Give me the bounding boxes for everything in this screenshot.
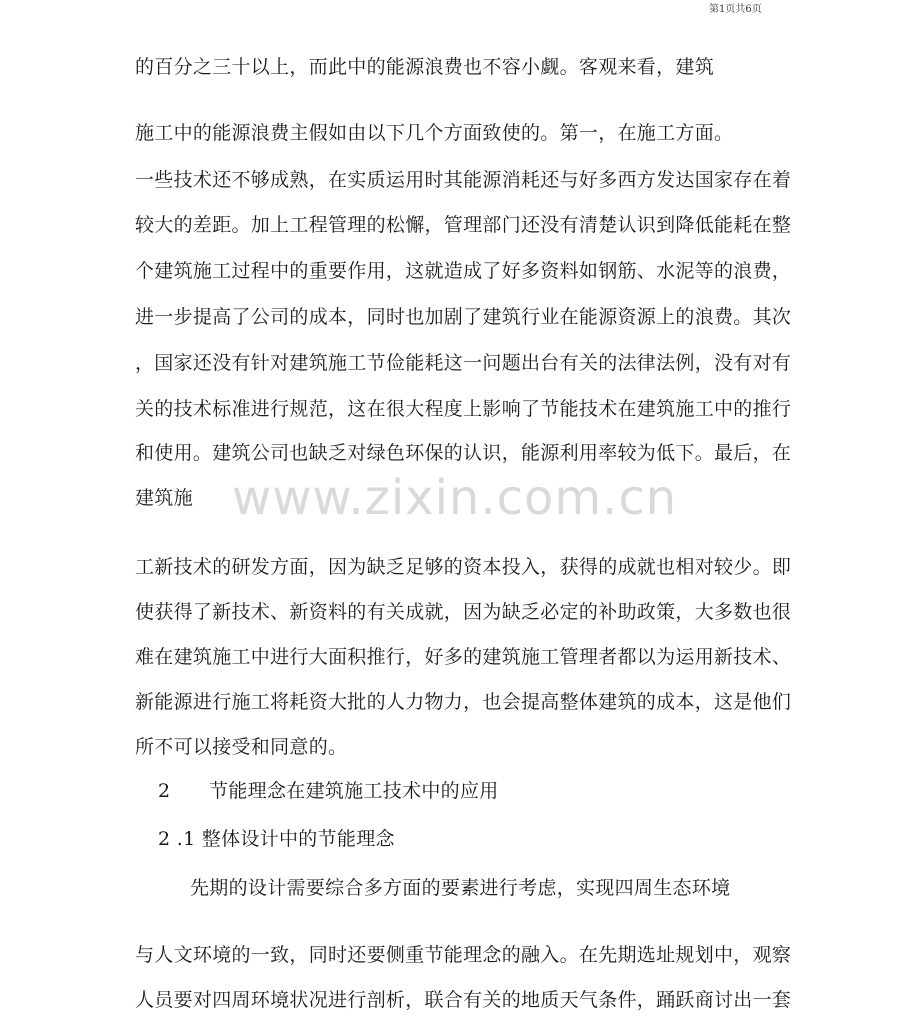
body-line: 新能源进行施工将耗资大批的人力物力，也会提高整体建筑的成本，这是他们	[135, 691, 792, 713]
body-line: 使获得了新技术、新资料的有关成就，因为缺乏必定的补助政策，大多数也很	[135, 601, 792, 623]
section-heading	[158, 779, 499, 803]
body-line: 与人文环境的一致，同时还要侧重节能理念的融入。在先期选址规划中，观察	[135, 944, 792, 966]
section-number: 2	[158, 780, 171, 802]
body-line: 较大的差距。加上工程管理的松懈，管理部门还没有清楚认识到降低能耗在整	[135, 214, 792, 236]
body-line: 和使用。建筑公司也缺乏对绿色环保的认识，能源利用率较为低下。最后，在	[135, 442, 792, 464]
page-indicator: 第1页共6页	[709, 4, 762, 15]
body-line: 难在建筑施工中进行大面积推行，好多的建筑施工管理者都以为运用新技术、	[135, 646, 792, 668]
body-line: 进一步提高了公司的成本，同时也加剧了建筑行业在能源资源上的浪费。其次	[135, 306, 792, 328]
body-line: 工新技术的研发方面，因为缺乏足够的资本投入，获得的成就也相对较少。即	[135, 556, 792, 578]
body-line: 个建筑施工过程中的重要作用，这就造成了好多资料如钢筋、水泥等的浪费，	[135, 260, 792, 282]
subsection-heading: 2 .1 整体设计中的节能理念	[158, 828, 395, 850]
body-line: 先期的设计需要综合多方面的要素进行考虑，实现四周生态环境	[190, 877, 731, 899]
body-line: 的百分之三十以上，而此中的能源浪费也不容小觑。客观来看，建筑	[135, 56, 715, 78]
body-line: 所不可以接受和同意的。	[135, 736, 348, 758]
body-line: 一些技术还不够成熟，在实质运用时其能源消耗还与好多西方发达国家存在着	[135, 169, 792, 191]
body-line: 关的技术标准进行规范，这在很大程度上影响了节能技术在建筑施工中的推行	[135, 398, 792, 420]
body-line: ，国家还没有针对建筑施工节俭能耗这一问题出台有关的法律法例，没有对有	[135, 352, 792, 374]
watermark: www.zixin.com.cn	[232, 470, 678, 526]
body-line: 建筑施	[135, 487, 193, 509]
body-line: 施工中的能源浪费主假如由以下几个方面致使的。第一，在施工方面。	[135, 122, 734, 144]
body-line: 人员要对四周环境状况进行剖析，联合有关的地质天气条件，踊跃商讨出一套	[135, 989, 792, 1011]
section-title: 节能理念在建筑施工技术中的应用	[209, 780, 499, 802]
